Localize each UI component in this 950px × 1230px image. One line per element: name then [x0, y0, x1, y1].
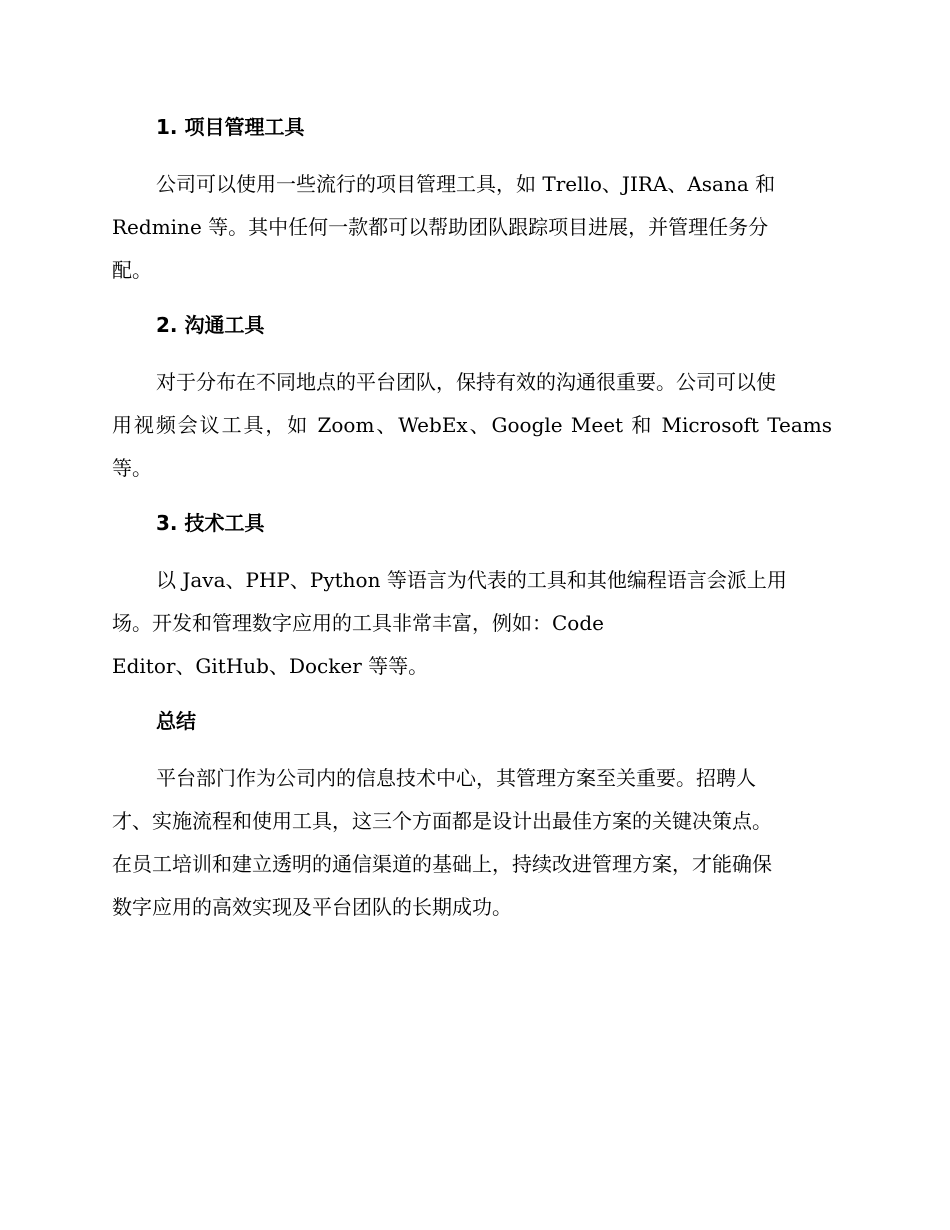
- paragraph-line: 配。: [112, 258, 152, 282]
- paragraph-line: 用视频会议工具，如 Zoom、WebEx、Google Meet 和 Microsoft Teams 等。: [112, 413, 832, 480]
- section-communication-tools: [112, 306, 832, 490]
- section-paragraph: [112, 757, 832, 929]
- paragraph-line: 以 Java、PHP、Python 等语言为代表的工具和其他编程语言会派上用: [156, 568, 787, 592]
- section-heading: 3. 技术工具: [156, 511, 265, 535]
- paragraph-line: Editor、GitHub、Docker 等等。: [112, 654, 429, 678]
- section-heading: 总结: [156, 709, 196, 733]
- paragraph-line: 才、实施流程和使用工具，这三个方面都是设计出最佳方案的关键决策点。: [112, 809, 772, 833]
- section-paragraph: [112, 361, 832, 490]
- section-technical-tools: [112, 504, 832, 688]
- section-project-management-tools: [112, 108, 832, 292]
- paragraph-line: 在员工培训和建立透明的通信渠道的基础上，持续改进管理方案，才能确保: [112, 852, 772, 876]
- document-body: [112, 108, 832, 929]
- paragraph-line: 数字应用的高效实现及平台团队的长期成功。: [112, 895, 512, 919]
- section-paragraph: [112, 163, 832, 292]
- section-heading: 2. 沟通工具: [156, 313, 265, 337]
- paragraph-line: 对于分布在不同地点的平台团队，保持有效的沟通很重要。公司可以使: [156, 370, 776, 394]
- paragraph-line: Redmine 等。其中任何一款都可以帮助团队跟踪项目进展，并管理任务分: [112, 215, 769, 239]
- section-summary: [112, 702, 832, 929]
- paragraph-line: 场。开发和管理数字应用的工具非常丰富，例如：Code: [112, 611, 604, 635]
- section-paragraph: [112, 559, 832, 688]
- paragraph-line: 平台部门作为公司内的信息技术中心，其管理方案至关重要。招聘人: [156, 766, 756, 790]
- paragraph-line: 公司可以使用一些流行的项目管理工具，如 Trello、JIRA、Asana 和: [156, 172, 776, 196]
- section-heading: 1. 项目管理工具: [156, 115, 305, 139]
